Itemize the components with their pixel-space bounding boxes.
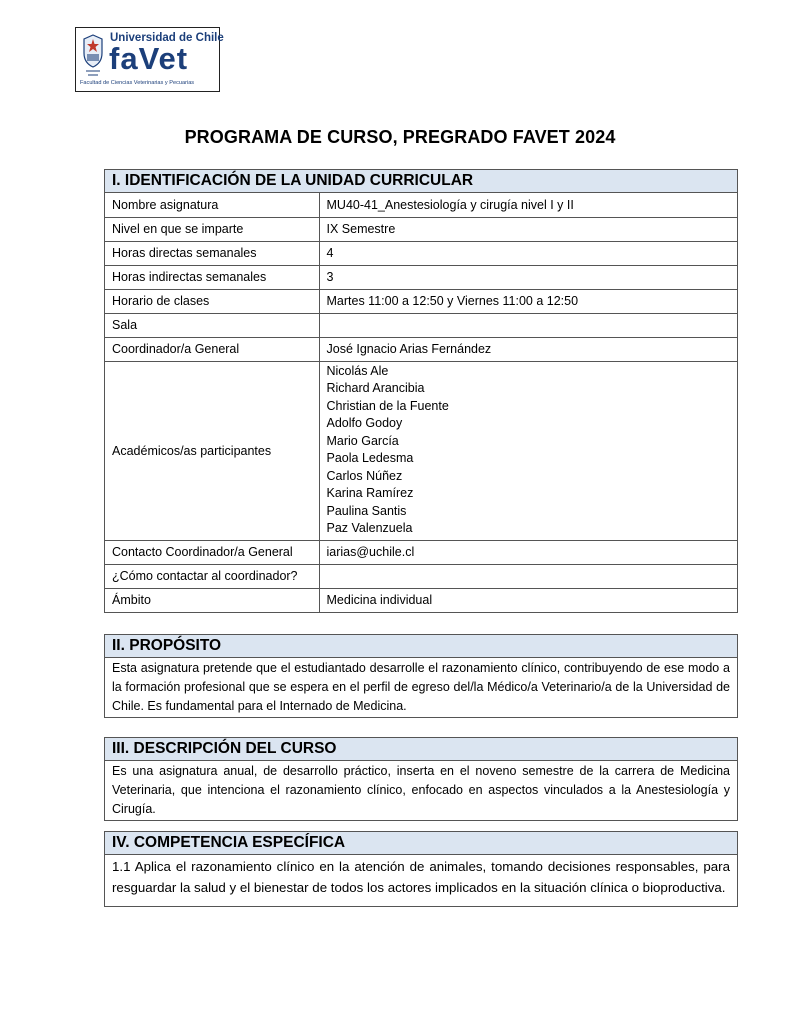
identification-table [105, 193, 737, 612]
section-text: 1.1 Aplica el razonamiento clínico en la atención de animales, tomando decisiones responsables, para resguardar la salud y el bienestar de todos los actores implicados en la situación clínica o bioproductiva. [112, 859, 730, 895]
row-label: Coordinador/a General [105, 337, 319, 361]
section-purpose [104, 634, 738, 718]
table-row-academics [105, 361, 737, 540]
table-row [105, 217, 737, 241]
row-value: José Ignacio Arias Fernández [319, 337, 737, 361]
table-row [105, 289, 737, 313]
list-item: Carlos Núñez [326, 468, 403, 483]
table-row [105, 540, 737, 564]
section-identification [104, 169, 738, 613]
row-value: IX Semestre [319, 217, 737, 241]
row-value [319, 313, 737, 337]
list-item: Adolfo Godoy [326, 416, 403, 430]
row-value: 4 [319, 241, 737, 265]
section-heading: II. PROPÓSITO [105, 635, 737, 658]
table-row [105, 265, 737, 289]
table-row [105, 564, 737, 588]
section-text: Esta asignatura pretende que el estudiantado desarrolle el razonamiento clínico, contribuyendo de ese modo a la formación profesional que se espera en el perfil de egreso del/la Médico/a Veterinario/a de la Universidad de Chile. Es fundamental para el Internado de Medicina. [112, 661, 730, 713]
list-item: Christian de la Fuente [326, 398, 449, 413]
row-value: MU40-41_Anestesiología y cirugía nivel I y II [326, 197, 574, 212]
list-item: Nicolás Ale [326, 363, 389, 378]
row-label: Horas directas semanales [105, 241, 319, 265]
row-label: Contacto Coordinador/a General [105, 540, 319, 564]
row-label: Nivel en que se imparte [105, 217, 319, 241]
row-label: ¿Cómo contactar al coordinador? [105, 564, 319, 588]
row-value: Medicina individual [319, 588, 737, 612]
list-item: Karina Ramírez [326, 486, 414, 500]
section-heading: III. DESCRIPCIÓN DEL CURSO [105, 738, 737, 761]
section-description [104, 737, 738, 821]
table-row [105, 241, 737, 265]
university-crest-icon [81, 33, 105, 79]
page-title: PROGRAMA DE CURSO, PREGRADO FAVET 2024 [184, 127, 616, 147]
row-label: Académicos/as participantes [105, 361, 319, 540]
section-heading: I. IDENTIFICACIÓN DE LA UNIDAD CURRICULAR [105, 170, 737, 193]
row-label: Nombre asignatura [105, 193, 319, 217]
row-label: Horas indirectas semanales [105, 265, 319, 289]
table-row [105, 193, 737, 217]
row-value [319, 564, 737, 588]
row-label: Ámbito [105, 588, 319, 612]
row-label: Sala [105, 313, 319, 337]
section-competence [104, 831, 738, 907]
logo-university-name: Universidad de Chile [110, 32, 224, 44]
list-item: Paz Valenzuela [326, 521, 413, 535]
list-item: Paola Ledesma [326, 451, 414, 465]
academics-list [319, 361, 737, 540]
row-label: Horario de clases [105, 289, 319, 313]
section-text: Es una asignatura anual, de desarrollo práctico, inserta en el noveno semestre de la carrera de Medicina Veterinaria, que intenciona el razonamiento clínico, enfocado en aspectos vinculados a la Anestesiología y Cirugía. [112, 764, 730, 816]
list-item: Paulina Santis [326, 503, 407, 518]
row-value: Martes 11:00 a 12:50 y Viernes 11:00 a 12:50 [319, 289, 737, 313]
row-value: 3 [319, 265, 737, 289]
table-row [105, 313, 737, 337]
contact-email[interactable]: iarias@uchile.cl [319, 540, 737, 564]
section-heading: IV. COMPETENCIA ESPECÍFICA [105, 832, 737, 855]
list-item: Mario García [326, 433, 399, 448]
university-logo [75, 27, 224, 92]
table-row [105, 588, 737, 612]
list-item: Richard Arancibia [326, 381, 425, 395]
logo-faculty-name: Facultad de Ciencias Veterinarias y Pecuarias [80, 80, 195, 86]
logo-wordmark: faVet [109, 41, 189, 76]
table-row [105, 337, 737, 361]
